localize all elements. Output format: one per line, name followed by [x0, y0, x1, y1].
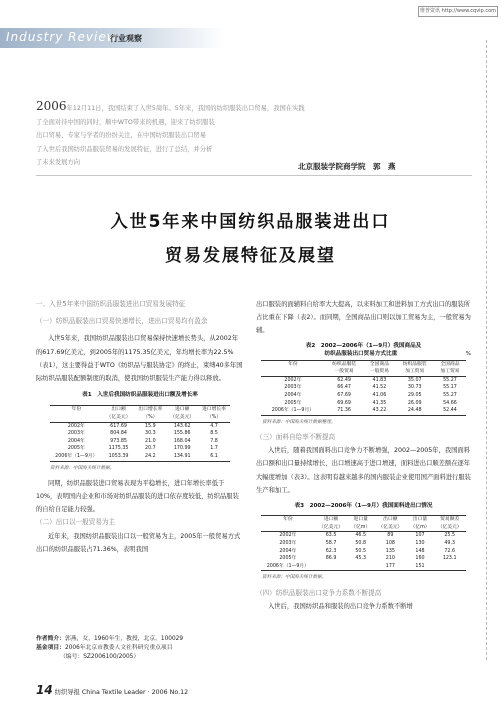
- table3-source: 资料来源：中国海关统计数据。: [262, 575, 327, 581]
- author-info-text: 郭燕，女，1960年生，教授，北京，100029: [65, 636, 184, 642]
- table-row: [261, 376, 466, 384]
- table-row: [50, 438, 230, 446]
- source-stamp: 维普资讯 http://www.cqvip.com: [418, 6, 498, 17]
- table-header-cell: （亿美元）: [374, 524, 407, 532]
- table-header-cell: （亿m）: [407, 524, 434, 532]
- table-cell: 2002年: [284, 377, 302, 383]
- table-row: [50, 430, 230, 438]
- table-cell: [315, 563, 348, 571]
- table-cell: 21.0: [145, 438, 156, 444]
- page-edge-rule: [486, 40, 491, 660]
- table-cell: 63.5: [325, 533, 337, 539]
- table-cell: 148: [415, 548, 425, 554]
- table-header-cell: [261, 524, 315, 532]
- table-header-cell: （亿m）: [347, 524, 374, 532]
- table-row: [50, 422, 230, 430]
- table-header-cell: 年份: [50, 406, 103, 414]
- table-cell: 1.7: [210, 446, 218, 452]
- table-header-cell: （亿美元）: [315, 524, 348, 532]
- table-cell: 89: [387, 533, 394, 539]
- table-header-cell: 出口量: [407, 516, 434, 524]
- intro-line: 了未来发展方向: [36, 159, 81, 166]
- table-cell: 168.04: [173, 438, 191, 444]
- body-paragraph: 入世5年来，我国纺织品服装出口贸易保持快速增长势头，从2002年的617.69亿美元，到2005年的1175.35亿美元，年均增长率为22.5%（表1），这主要得益于WTO《纺织品与服装协定》的终止，束缚40多年国际纺织品服装配额制度的取消，使我国纺织服装生产能力得以释放。: [36, 335, 243, 383]
- table-row: [261, 384, 466, 392]
- table-cell: 2003年: [67, 431, 85, 437]
- fund-label: 基金项目：: [36, 644, 65, 651]
- table-header-cell: [50, 414, 103, 422]
- body-paragraph: 出口服装的面辅料自给率大大提高，以来料加工和进料加工方式出口的服装所占比重在下降（表2）。而同期，全国商品出口则以加工贸易为主，一般贸易为辅。: [256, 301, 471, 335]
- table-cell: 135: [385, 548, 395, 554]
- table-cell: 2005年: [67, 446, 85, 452]
- table-row: [261, 400, 466, 408]
- table-row: [50, 453, 230, 461]
- table-row: [261, 548, 466, 556]
- table-cell: 151: [407, 563, 434, 571]
- intro-line: 出口贸易、专家与学者的纷纷关注，在中国纺织服装出口贸易: [36, 132, 207, 139]
- table-cell: 62.49: [337, 377, 351, 383]
- table-header-cell: 一般贸易: [363, 368, 395, 376]
- table2-caption: [256, 342, 471, 358]
- table-cell: 160: [415, 556, 425, 562]
- table-header-cell: 一般贸易: [325, 368, 364, 376]
- table-row: [261, 392, 466, 400]
- table-cell: 2002年: [67, 423, 85, 429]
- page-footer: [36, 683, 188, 697]
- subsection-heading: （三）面料自给率不断提高: [256, 432, 336, 441]
- intro-line: 年12月11日，我国结束了入世5周年。5年来，我国的纺织服装出口贸易，我国在实践了全面对待中国的同时，顺中WTO带来的机遇，迎来了纺织服装: [36, 105, 305, 126]
- table-cell: 155.86: [173, 431, 191, 437]
- table-cell: 2004年: [284, 392, 302, 398]
- fund-number: （编号：SZ2006100/2005）: [60, 653, 140, 660]
- table-header-cell: 进口额: [166, 406, 198, 414]
- table1-caption: 表1 入世后我国纺织品服装进出口额及增长率: [82, 392, 198, 399]
- table-cell: 2005年: [284, 400, 302, 406]
- table-cell: 66.47: [337, 385, 351, 391]
- article-subtitle: 贸易发展特征及展望: [165, 246, 336, 266]
- table-cell: 15.9: [145, 423, 156, 429]
- table-cell: 41.52: [372, 385, 387, 391]
- table-header-cell: 出口额: [103, 406, 135, 414]
- table-cell: 25.5: [444, 533, 456, 539]
- table-cell: 72.6: [444, 548, 456, 554]
- table-cell: 130: [415, 540, 425, 546]
- table-cell: 2004年: [67, 438, 85, 444]
- table-header-cell: 贸易顺差: [433, 516, 466, 524]
- table-cell: 58.7: [325, 540, 337, 546]
- article-title: 入世5年来中国纺织品服装进出口: [110, 212, 391, 232]
- table-header-cell: （亿美元）: [166, 414, 198, 422]
- table-cell: 20.7: [145, 446, 156, 452]
- table-header-cell: [261, 368, 325, 376]
- table-header-cell: 出口额: [374, 516, 407, 524]
- table-cell: 35.07: [407, 377, 422, 383]
- table-cell: 30.3: [145, 431, 156, 437]
- fund-text: 2006年北京市教委人文社科研究重点项目: [65, 644, 173, 651]
- body-paragraph: 入世后，随着我国面料出口竞争力不断增强，2002—2005年，我国面料出口额和出口量持续增长，出口增速高于进口增速，面料进出口顺差额在逐年大幅度增加（表3）。这表明有越来越多的国内服装企业使用国产面料进行服装生产和加工。: [256, 447, 471, 494]
- table2-unit: %: [465, 350, 471, 357]
- divider: [36, 175, 472, 176]
- table-cell: 71.36: [325, 407, 364, 415]
- table-cell: 45.3: [355, 556, 367, 562]
- table-row: [50, 445, 230, 453]
- table3: [261, 515, 466, 571]
- table-cell: 134.91: [166, 453, 198, 461]
- table-cell: 170.99: [173, 446, 191, 452]
- table-cell: 177: [374, 563, 407, 571]
- table-cell: 24.48: [395, 407, 434, 415]
- page-number: 14: [36, 683, 53, 697]
- table2-source: 资料来源：中国海关统计数据整理。: [262, 419, 336, 425]
- subsection-heading: （四）纺织品服装出口竞争力系数不断提高: [256, 588, 382, 597]
- intro-line: 了入世后我国纺织品服装贸易的发展特征，进行了总结，并分析: [36, 145, 213, 153]
- journal-info: 纺织导报 China Textile Leader · 2006 No.12: [54, 689, 189, 696]
- table-row: [261, 555, 466, 563]
- table-row: [261, 563, 466, 571]
- table-cell: 49.3: [444, 540, 456, 546]
- section-heading: 一、入世5年来中国纺织品服装进出口贸易发展特征: [36, 300, 186, 308]
- table-header-cell: 进口增长率: [198, 406, 230, 414]
- table-cell: 62.3: [325, 548, 337, 554]
- table-row: [261, 407, 466, 415]
- author-info: [36, 635, 256, 661]
- table-cell: 804.84: [110, 431, 127, 437]
- table-cell: 107: [415, 533, 425, 539]
- table-cell: 86.9: [325, 556, 337, 562]
- table-cell: 210: [385, 556, 395, 562]
- table-header-cell: 进口量: [347, 516, 374, 524]
- table-cell: 26.09: [407, 400, 422, 406]
- table-cell: 2003年: [284, 385, 302, 391]
- table-cell: 69.69: [337, 400, 351, 406]
- right-column: [256, 298, 471, 613]
- table-header-cell: 加工贸易: [395, 368, 434, 376]
- table-cell: 67.69: [337, 392, 351, 398]
- table-header-cell: （%）: [198, 414, 230, 422]
- body-paragraph: 入世后，我国纺织品和服装的出口竞争力系数不断增: [268, 602, 413, 610]
- table-cell: 30.73: [407, 385, 422, 391]
- column-label: 行业观察: [110, 34, 142, 43]
- table-cell: 55.17: [443, 385, 457, 391]
- table-header-cell: 全国商品: [363, 360, 395, 368]
- table-cell: 123.1: [442, 556, 457, 562]
- table-cell: 43.22: [363, 407, 395, 415]
- table-cell: 2004年: [279, 548, 297, 554]
- intro-abstract: [36, 100, 306, 170]
- table-header-cell: （亿美元）: [103, 414, 135, 422]
- table-header-cell: 加工贸易: [434, 368, 466, 376]
- table-cell: [347, 563, 374, 571]
- author-line: 北京服装学院商学院 郭 燕: [298, 162, 396, 171]
- intro-date: 2006: [36, 99, 67, 113]
- table-cell: 7.8: [210, 438, 218, 444]
- table-cell: 8.5: [210, 431, 218, 437]
- table-cell: 50.5: [355, 548, 367, 554]
- table-cell: 143.62: [173, 423, 191, 429]
- table3-caption: 表3 2002—2006年（1—9月）我国面料进出口情况: [294, 502, 433, 509]
- table-cell: 41.35: [372, 400, 387, 406]
- body-paragraph: 近年来，我国纺织品服装出口以一般贸易为主，2005年一般贸易方式出口的纺织品服装占71.36%，表明我国: [36, 532, 241, 553]
- table-cell: 108: [385, 540, 395, 546]
- table-cell: 55.27: [443, 392, 457, 398]
- table1: [50, 405, 230, 461]
- masthead-brand: Industry Review: [6, 30, 118, 44]
- table-cell: 2003年: [279, 540, 297, 546]
- table-header-cell: 纺织品服装: [395, 360, 434, 368]
- table-cell: 52.44: [434, 407, 466, 415]
- table-cell: 6.1: [198, 453, 230, 461]
- table-row: [261, 532, 466, 540]
- table-cell: 2006年（1—9月）: [50, 453, 103, 461]
- table-cell: 46.5: [355, 533, 367, 539]
- table-cell: 2005年: [279, 556, 297, 562]
- table-cell: 50.8: [355, 540, 367, 546]
- table-cell: 2002年: [279, 533, 297, 539]
- table1-source: 资料来源：中国海关统计数据。: [50, 465, 115, 471]
- table-header-cell: （%）: [134, 414, 166, 422]
- table-cell: 4.7: [210, 423, 218, 429]
- table-cell: 41.83: [372, 377, 387, 383]
- subsection-heading: （一）纺织品服装出口贸易快速增长，进出口贸易均有盈余: [36, 317, 208, 326]
- table-cell: 55.27: [443, 377, 457, 383]
- table-header-cell: 全国商品: [434, 360, 466, 368]
- table-header-cell: 年份: [261, 516, 315, 524]
- table-cell: 1053.39: [103, 453, 135, 461]
- table2-caption-line: 纺织品服装出口贸易方式比重 %: [324, 350, 471, 357]
- body-paragraph: 同期，纺织品服装进口贸易表现为平稳增长，进口年增长率低于10%，表明国内企业和市场对纺织品服装的进口依存度较低，纺织品服装的自给自足能力较强。: [36, 479, 239, 514]
- table-cell: [433, 563, 466, 571]
- table-cell: 2006年（1—9月）: [261, 563, 315, 571]
- table-row: [261, 540, 466, 548]
- table-header-cell: 进口额: [315, 516, 348, 524]
- table-header-cell: 年份: [261, 360, 325, 368]
- subsection-heading: （二）出口以一般贸易为主: [36, 518, 116, 527]
- left-column: [36, 298, 244, 556]
- table-cell: 617.69: [110, 423, 127, 429]
- table-cell: 1175.35: [108, 446, 129, 452]
- table-header-cell: 纺织品服装: [325, 360, 364, 368]
- table-cell: 24.2: [134, 453, 166, 461]
- table-header-cell: 出口增长率: [134, 406, 166, 414]
- table2-caption-line: 表2 2002—2006年（1—9月）我国商品及: [305, 342, 422, 349]
- table2: [261, 360, 466, 416]
- table-cell: 41.06: [372, 392, 387, 398]
- table-cell: 54.66: [443, 400, 457, 406]
- author-info-label: 作者简介：: [36, 636, 65, 642]
- table-cell: 973.85: [110, 438, 127, 444]
- table-cell: 2006年（1—9月）: [261, 407, 325, 415]
- table-header-cell: （亿美元）: [433, 524, 466, 532]
- table-cell: 29.05: [407, 392, 422, 398]
